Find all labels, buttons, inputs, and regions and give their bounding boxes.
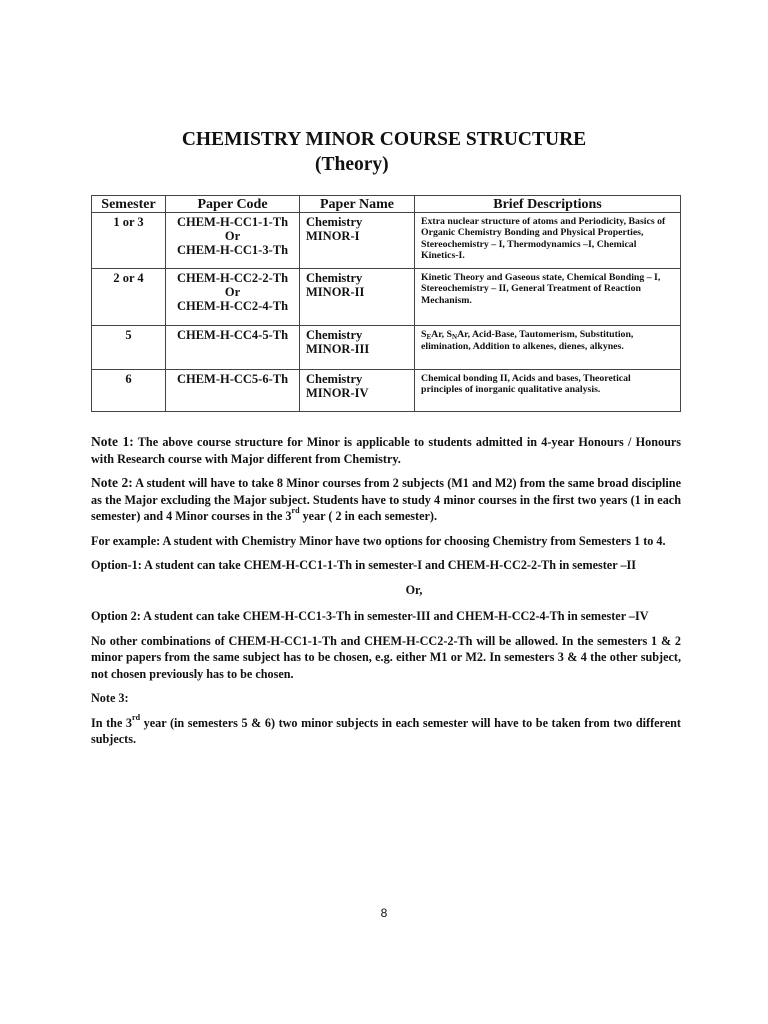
paper-name-line1: Chemistry	[306, 215, 363, 229]
note-3-sup: rd	[132, 712, 141, 722]
paper-name-line1: Chemistry	[306, 372, 363, 386]
table-row	[92, 370, 681, 412]
table-row	[92, 269, 681, 326]
table-row	[92, 326, 681, 370]
description-cell: Extra nuclear structure of atoms and Periodicity, Basics of Organic Chemistry Bonding and Physical Properties, Stereochemistry – I, Thermodynamics –I, Chemical Kinetics-I.	[415, 213, 681, 269]
table-header-row	[92, 196, 681, 213]
note-3-label: Note 3:	[91, 691, 129, 705]
note-1	[91, 434, 681, 467]
note-3-text-b: year (in semesters 5 & 6) two minor subjects in each semester will have to be taken from two different subjects.	[91, 715, 681, 746]
semester-cell: 6	[92, 370, 166, 412]
note-2-text-b: year ( 2 in each semester).	[299, 509, 438, 523]
note-1-text: The above course structure for Minor is applicable to students admitted in 4-year Honours / Honours with Research course with Major different from Chemistry.	[91, 435, 681, 466]
paper-name-cell	[300, 213, 415, 269]
paper-name-line2: MINOR-IV	[306, 386, 369, 400]
semester-cell: 2 or 4	[92, 269, 166, 326]
paper-code-or: Or	[224, 285, 241, 299]
paper-name-cell	[300, 370, 415, 412]
paper-name-line2: MINOR-I	[306, 229, 360, 243]
desc-sub-n: N	[452, 333, 458, 341]
table-row	[92, 213, 681, 269]
course-structure-table	[91, 195, 681, 412]
notes-section	[91, 434, 681, 756]
paper-code-cell	[166, 370, 300, 412]
page-subtitle: (Theory)	[315, 154, 389, 175]
note-2-label: Note 2:	[91, 475, 133, 490]
paper-name-line2: MINOR-II	[306, 285, 365, 299]
note-2-text-a: A student will have to take 8 Minor courses from 2 subjects (M1 and M2) from the same broad discipline as the Major excluding the Major subject. Students have to study 4 minor courses in the first two years (1 in each semester) and 4 Minor courses in the 3	[91, 476, 681, 523]
description-cell: Chemical bonding II, Acids and bases, Theoretical principles of inorganic qualitative analysis.	[415, 370, 681, 412]
paper-code-cell	[166, 269, 300, 326]
paper-code: CHEM-H-CC2-2-Th	[176, 271, 289, 285]
desc-mid: Ar, S	[431, 329, 452, 340]
header-paper-name: Paper Name	[300, 196, 415, 213]
header-semester: Semester	[92, 196, 166, 213]
option-1: Option-1: A student can take CHEM-H-CC1-1-Th in semester-I and CHEM-H-CC2-2-Th in semester –II	[91, 558, 637, 572]
semester-cell: 1 or 3	[92, 213, 166, 269]
header-paper-code: Paper Code	[166, 196, 300, 213]
or-separator: Or,	[405, 582, 423, 597]
header-brief-descriptions: Brief Descriptions	[415, 196, 681, 213]
paper-code-or: Or	[224, 229, 241, 243]
paper-code: CHEM-H-CC1-1-Th	[176, 215, 289, 229]
paper-code: CHEM-H-CC4-5-Th	[176, 328, 289, 342]
paper-code-alt: CHEM-H-CC1-3-Th	[176, 243, 289, 257]
paper-code-alt: CHEM-H-CC2-4-Th	[176, 299, 289, 313]
paper-name-cell	[300, 269, 415, 326]
note-2	[91, 475, 681, 525]
description-cell: Kinetic Theory and Gaseous state, Chemical Bonding – I, Stereochemistry – II, General Treatment of Reaction Mechanism.	[415, 269, 681, 326]
paper-name-line1: Chemistry	[306, 328, 363, 342]
description-cell	[415, 326, 681, 370]
example-paragraph: For example: A student with Chemistry Minor have two options for choosing Chemistry from Semesters 1 to 4.	[91, 533, 666, 548]
combinations-paragraph: No other combinations of CHEM-H-CC1-1-Th and CHEM-H-CC2-2-Th will be allowed. In the semesters 1 & 2 minor papers from the same subject has to be chosen, e.g. either M1 or M2. In semesters 3 & 4 the other subject, not chosen previously has to be chosen.	[91, 633, 681, 681]
note-2-sup: rd	[291, 506, 300, 515]
page-number: 8	[380, 906, 388, 920]
semester-cell: 5	[92, 326, 166, 370]
desc-sub-e: E	[426, 333, 432, 341]
note-3-text-a: In the 3	[91, 715, 133, 730]
desc-s1: S	[421, 329, 427, 340]
paper-code: CHEM-H-CC5-6-Th	[176, 372, 289, 386]
note-1-label: Note 1:	[91, 434, 134, 449]
option-2: Option 2: A student can take CHEM-H-CC1-3-Th in semester-III and CHEM-H-CC2-4-Th in semester –IV	[91, 609, 649, 623]
paper-code-cell	[166, 213, 300, 269]
page-title: CHEMISTRY MINOR COURSE STRUCTURE	[181, 129, 587, 150]
paper-name-cell	[300, 326, 415, 370]
note-3	[91, 712, 681, 748]
paper-code-cell	[166, 326, 300, 370]
paper-name-line2: MINOR-III	[306, 342, 370, 356]
paper-name-line1: Chemistry	[306, 271, 363, 285]
desc-rest: Ar, Acid-Base, Tautomerism, Substitution, elimination, Addition to alkenes, dienes, alkynes.	[421, 329, 634, 353]
